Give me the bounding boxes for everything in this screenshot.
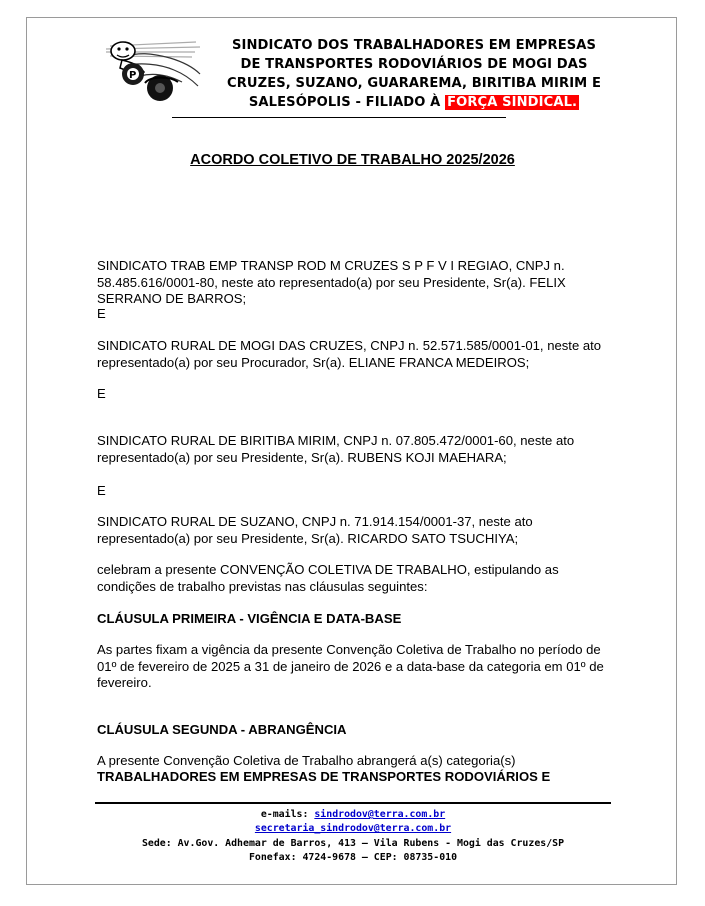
email-link-secretaria[interactable]: secretaria_sindrodov@terra.com.br (254, 823, 452, 835)
header-divider (172, 117, 506, 118)
union-name-header (204, 36, 624, 112)
footer-email-2-line (95, 822, 611, 836)
footer-divider (95, 802, 611, 804)
header-line-2: DE TRANSPORTES RODOVIÁRIOS DE MOGI DAS (240, 57, 588, 72)
clause-2-body: A presente Convenção Coletiva de Trabalho abrangerá a(s) categoria(s) (97, 753, 516, 768)
emails-label: e-mails: (260, 809, 315, 820)
party-3-separator: E (97, 483, 106, 498)
party-3: SINDICATO RURAL DE BIRITIBA MIRIM, CNPJ n. 07.805.472/0001-60, neste ato representado(a) por seu Presidente, Sr(a). RUBENS KOJI MAEHARA; (97, 433, 575, 465)
party-1: SINDICATO TRAB EMP TRANSP ROD M CRUZES S P F V I REGIAO, CNPJ n. 58.485.616/0001-80, neste ato representado(a) por seu Presidente, Sr(a). FELIX SERRANO DE BARROS; (97, 258, 566, 306)
party-1-separator: E (97, 306, 106, 321)
clause-2-heading: CLÁUSULA SEGUNDA - ABRANGÊNCIA (97, 722, 347, 737)
footer-emails-line (95, 808, 611, 822)
clause-1-heading: CLÁUSULA PRIMEIRA - VIGÊNCIA E DATA-BASE (97, 611, 402, 626)
header-line-1: SINDICATO DOS TRABALHADORES EM EMPRESAS (231, 38, 597, 53)
header-line-4-prefix: SALESÓPOLIS - FILIADO À (248, 95, 446, 110)
party-4: SINDICATO RURAL DE SUZANO, CNPJ n. 71.914.154/0001-37, neste ato representado(a) por seu Presidente, Sr(a). RICARDO SATO TSUCHIYA; (97, 514, 533, 546)
clause-1-body: As partes fixam a vigência da presente Convenção Coletiva de Trabalho no período de 01º de fevereiro de 2025 a 31 de janeiro de 2026 e a data-base da categoria em 01º de fevereiro. (97, 642, 604, 690)
footer-address: Sede: Av.Gov. Adhemar de Barros, 413 – Vila Rubens - Mogi das Cruzes/SP (141, 837, 565, 849)
clause-2-body-bold: TRABALHADORES EM EMPRESAS DE TRANSPORTES RODOVIÁRIOS E (97, 769, 551, 784)
party-2-separator: E (97, 386, 106, 401)
email-link-sindrodov[interactable]: sindrodov@terra.com.br (314, 809, 446, 820)
header-line-4 (204, 93, 624, 112)
document-title: ACORDO COLETIVO DE TRABALHO 2025/2026 (190, 152, 515, 168)
forca-sindical-highlight: FORÇA SINDICAL. (447, 95, 578, 110)
party-2: SINDICATO RURAL DE MOGI DAS CRUZES, CNPJ n. 52.571.585/0001-01, neste ato representado(a) por seu Procurador, Sr(a). ELIANE FRANCA MEDEIROS; (97, 338, 602, 370)
svg-text:P: P (129, 70, 137, 81)
intro-paragraph: celebram a presente CONVENÇÃO COLETIVA DE TRABALHO, estipulando as condições de trabalho previstas nas cláusulas seguintes: (97, 562, 559, 594)
union-logo-image (100, 36, 205, 104)
footer-phone: Fonefax: 4724-9678 – CEP: 08735-010 (248, 852, 458, 864)
footer (95, 808, 611, 866)
header-line-3: CRUZES, SUZANO, GUARAREMA, BIRITIBA MIRIM E (226, 76, 601, 91)
